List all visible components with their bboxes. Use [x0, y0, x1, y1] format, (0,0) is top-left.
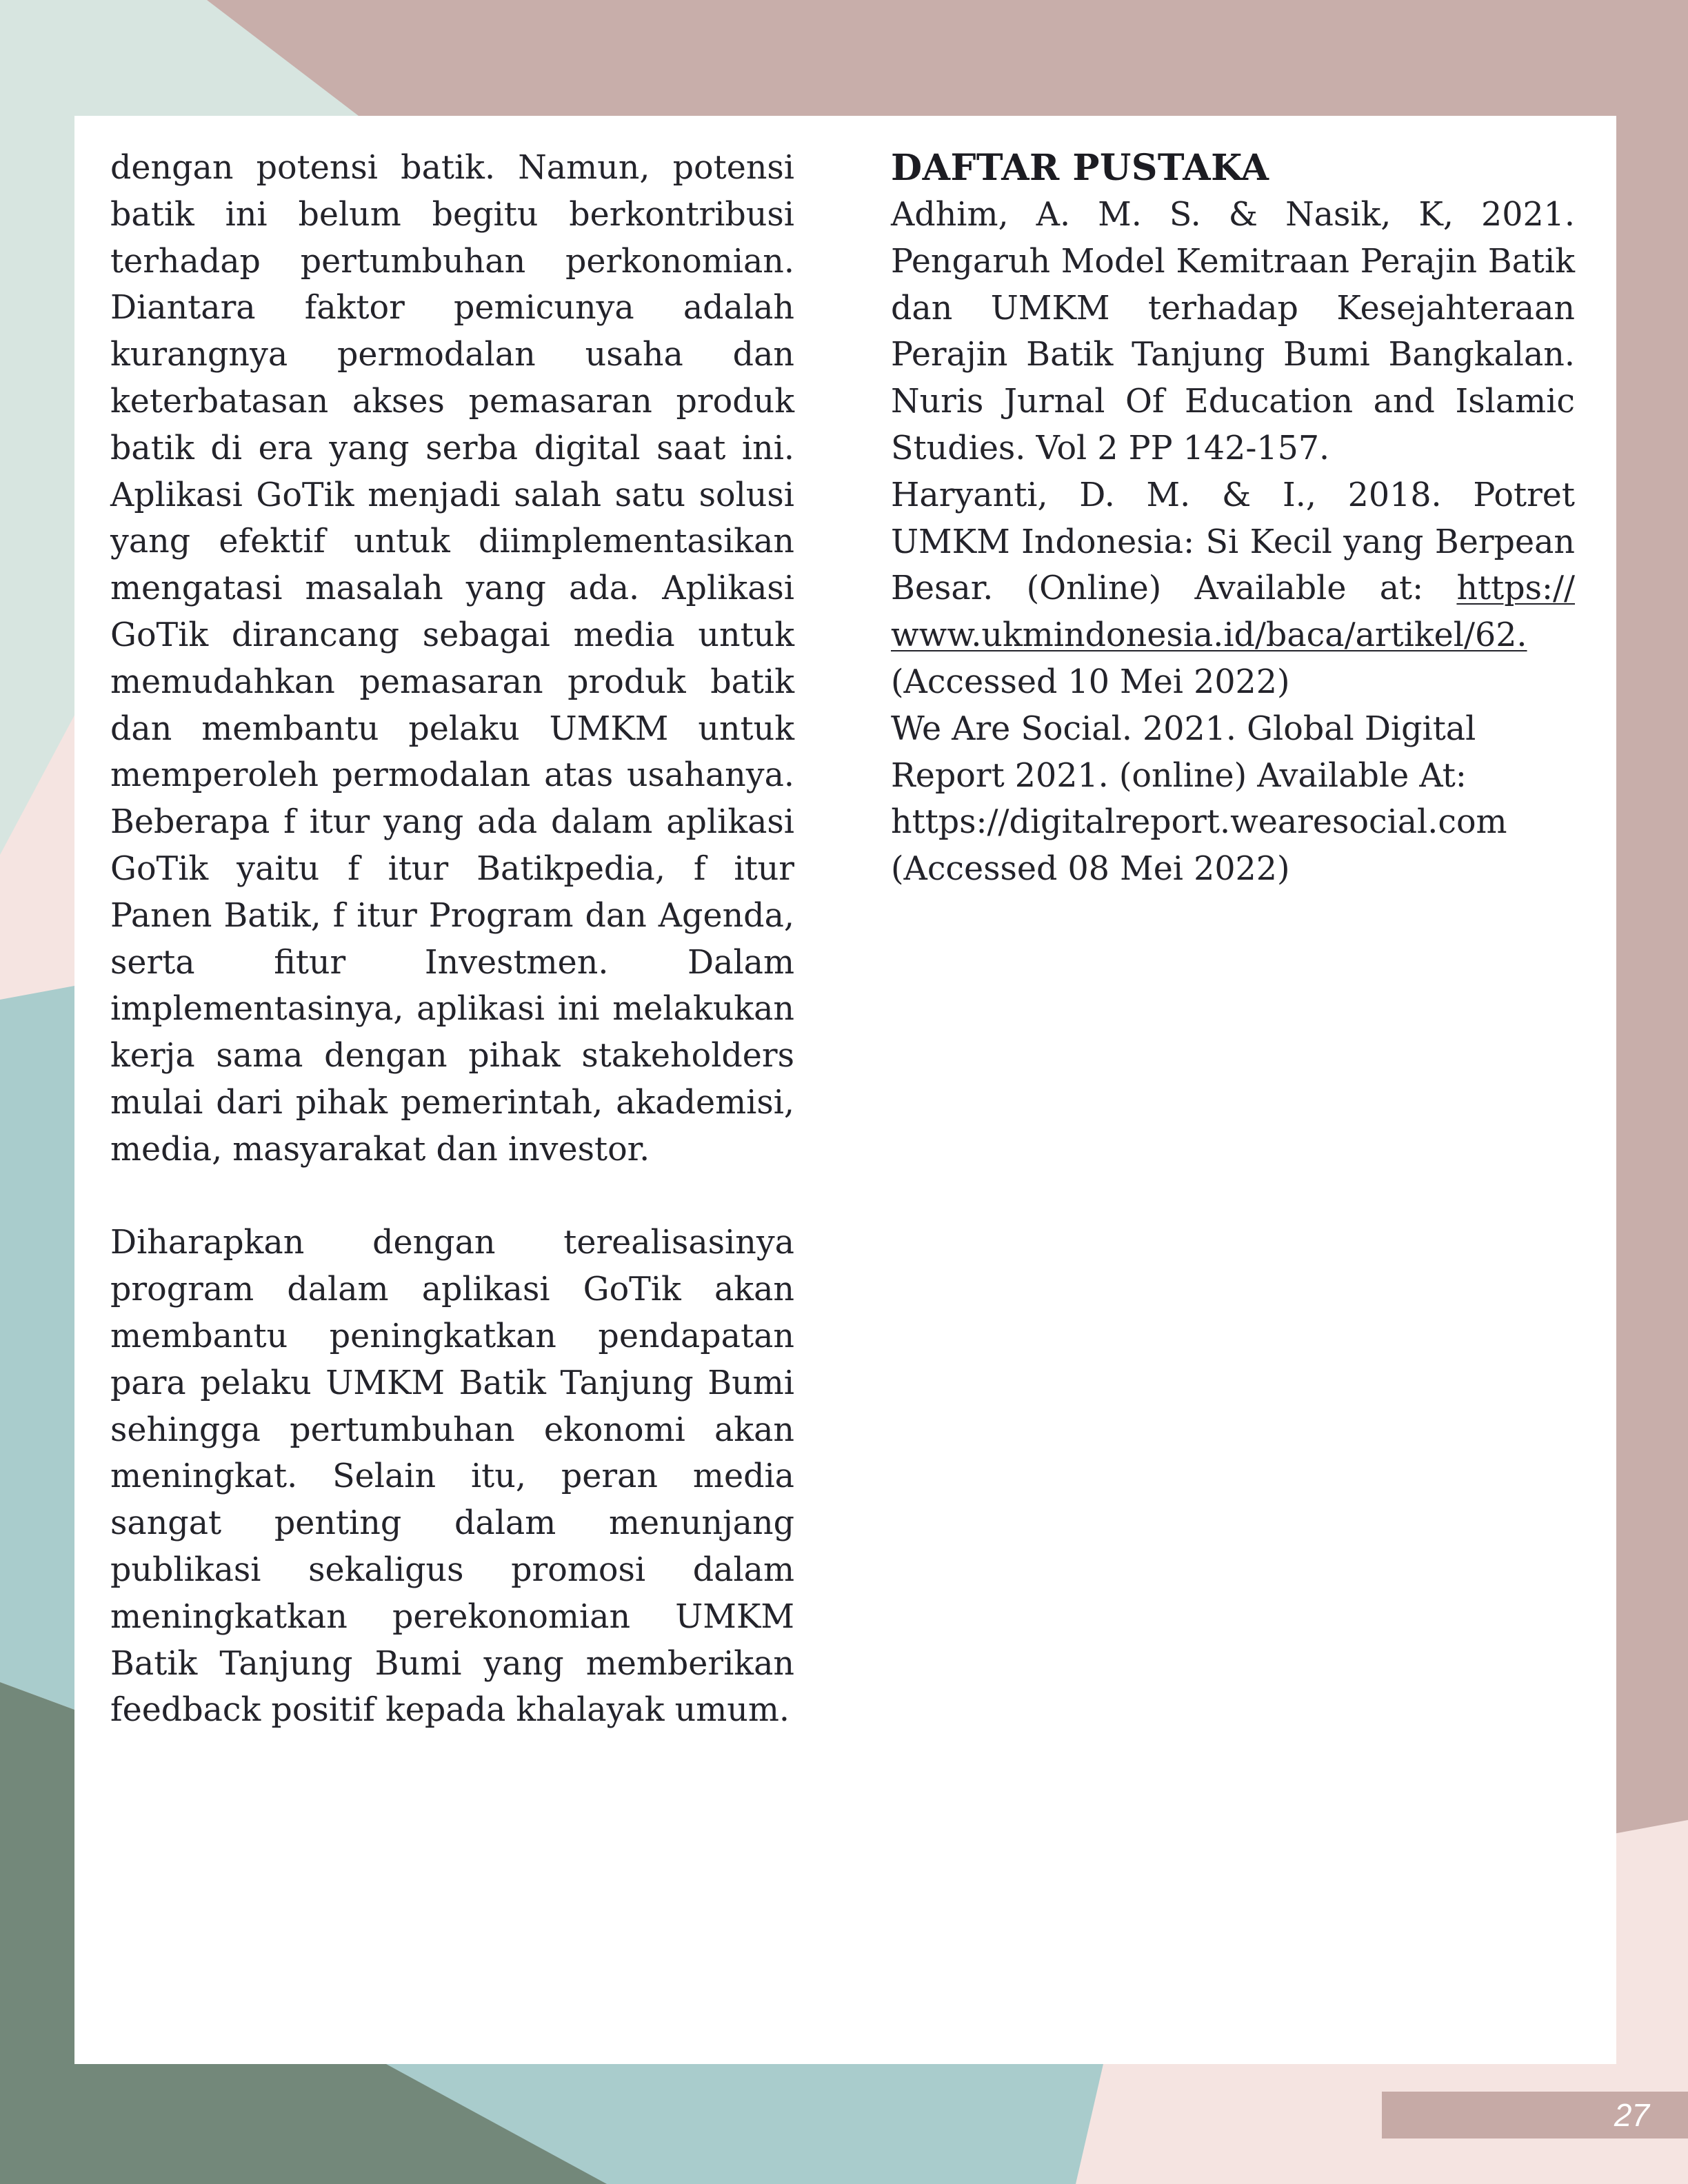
reference-item-2 [891, 472, 1575, 706]
reference-link[interactable]: https:// www.ukmindonesia.id/baca/artikel/62. [891, 569, 1575, 655]
references-heading: DAFTAR PUSTAKA [891, 147, 1269, 189]
bg-teal-shape-left [0, 986, 74, 1710]
bg-sage-shape [0, 1682, 74, 2184]
page-number-badge [1382, 2092, 1688, 2138]
reference-item-3 [891, 706, 1575, 893]
reference-text: Haryanti, D. M. & I., 2018. Potret UMKM Indonesia: Si Kecil yang Berpean Besar. (Online) Available at: [891, 476, 1575, 608]
left-column [110, 145, 794, 1734]
references-column [891, 145, 1575, 893]
reference-item-1 [891, 192, 1575, 472]
reference-accessed: (Accessed 08 Mei 2022) [891, 850, 1290, 889]
reference-text: Adhim, A. M. S. & Nasik, K, 2021. Pengaruh Model Kemitraan Perajin Batik dan UMKM terhadap Kesejahteraan Perajin Batik Tanjung Bumi Bangkalan. Nuris Jurnal Of Education and Islamic Studies. Vol 2 PP 142-157. [891, 196, 1575, 467]
body-paragraph-2: Diharapkan dengan terealisasinya program dalam aplikasi GoTik akan membantu peningkatkan pendapatan para pelaku UMKM Batik Tanjung Bumi sehingga pertumbuhan ekonomi akan meningkat. Selain itu, peran media sangat penting dalam menunjang publikasi sekaligus promosi dalam meningkatkan perekonomian UMKM Batik Tanjung Bumi yang memberikan feedback positif kepada khalayak umum. [110, 1224, 794, 1730]
reference-accessed: (Accessed 10 Mei 2022) [891, 663, 1290, 701]
paragraph-gap [110, 1173, 794, 1220]
body-paragraph-1: dengan potensi batik. Namun, potensi batik ini belum begitu berkontribusi terhadap pertumbuhan perkonomian. Diantara faktor pemicunya adalah kurangnya permodalan usaha dan keterbatasan akses pemasaran produk batik di era yang serba digital saat ini. Aplikasi GoTik menjadi salah satu solusi yang efektif untuk diimplementasikan mengatasi masalah yang ada. Aplikasi GoTik dirancang sebagai media untuk memudahkan pemasaran produk batik dan membantu pelaku UMKM untuk memperoleh permodalan atas usahanya. Beberapa f itur yang ada dalam aplikasi GoTik yaitu f itur Batikpedia, f itur Panen Batik, f itur Program dan Agenda, serta fitur Investmen. Dalam implementasinya, aplikasi ini melakukan kerja sama dengan pihak stakeholders mulai dari pihak pemerintah, akademisi, media, masyarakat dan investor. [110, 149, 794, 1169]
page-number: 27 [1614, 2097, 1649, 2133]
reference-text: We Are Social. 2021. Global Digital Report 2021. (online) Available At: [891, 709, 1476, 795]
reference-link: https://digitalreport.wearesocial.com [891, 803, 1507, 842]
